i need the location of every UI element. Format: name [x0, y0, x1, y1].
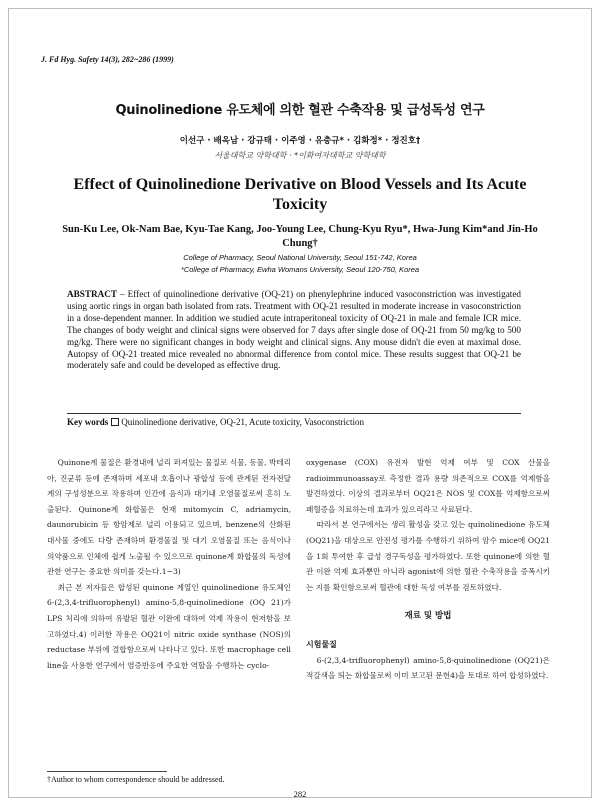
abstract	[67, 289, 521, 372]
korean-affiliation: 서울대학교 약학대학 · *이화여자대학교 약학대학	[214, 151, 386, 160]
page-number: 282	[293, 789, 307, 798]
keywords	[67, 417, 521, 427]
korean-title: Quinolinedione 유도체에 의한 혈관 수축작용 및 급성독성 연구	[115, 103, 485, 118]
abstract-text: – Effect of quinolinedione derivative (OQ-21) on phenylephrine induced vasoconstriction was investigated using aortic rings in organ bath isolated from rats. Treatment with OQ-21 resulted in moderate increase in vasoconstriction in a dose-dependent manner. In addition we studied acute intraperitoneal toxicity of OQ-21 in male and female ICR mice. The changes of body weight and clinical signs were observed for 7 days after single dose of OQ-21 from 50 mg/kg to 500 mg/kg. There were no significant changes in body weight and clinical signs. Any mouse didn't die even at maximal dose. Autopsy of OQ-21 treated mice revealed no abnormal difference from contol mice. These results suggest that OQ-21 be moderately safe and could be developed as effective drug.	[67, 289, 521, 371]
left-column	[47, 455, 291, 673]
english-authors: Sun-Ku Lee, Ok-Nam Bae, Kyu-Tae Kang, Joo-Young Lee, Chung-Kyu Ryu*, Hwa-Jung Kim*and Jin-Ho Chung†	[62, 224, 538, 249]
footnote-divider	[47, 771, 167, 772]
checkbox-square-icon	[111, 418, 119, 426]
journal-citation: J. Fd Hyg. Safety 14(3), 282~286 (1999)	[41, 55, 174, 64]
test-material-heading: 시험물질	[306, 639, 337, 649]
korean-authors: 이선구 · 배옥남 · 강규태 · 이주영 · 유충규* · 김화정* · 정진호†	[179, 136, 421, 146]
right-column	[306, 455, 550, 684]
intro-paragraph-3: oxygenase (COX) 유전자 발현 억제 여부 및 COX 산물을 radioimmunoassay로 측정한 결과 용량 의존적으로 COX를 억제함을 발견하였다. 이상의 결과로부터 OQ21은 NOS 및 COX를 억제함으로써 패혈증을 치료하는데 효과가 있으리라고 사료된다.	[306, 458, 550, 514]
english-affiliation-2: *College of Pharmacy, Ewha Womans University, Seoul 120-750, Korea	[180, 265, 420, 274]
intro-paragraph-2: 최근 본 저자들은 합성된 quinone 계열인 quinolinedione 유도체인6-(2,3,4-trifluorophenyl) amino-5,8-quinolinedione (OQ 21)가 LPS 처리에 의하여 유발된 혈관 이완에 대하여 억제 작용이 현저함을 보고하였다.4) 이러한 작용은 OQ21이 nitric oxide synthase (NOS)의 reductase 부위에 결합함으로써 나타나고 있다. 또한 macrophage cell line을 사용한 연구에서 염증반응에 주요한 역할을 수행하는 cyclo-	[47, 582, 291, 670]
english-affiliation-1: College of Pharmacy, Seoul National University, Seoul 151-742, Korea	[183, 253, 417, 262]
keywords-text: Quinolinedione derivative, OQ-21, Acute toxicity, Vasoconstriction	[121, 417, 364, 427]
keywords-label: Key words	[67, 417, 109, 427]
abstract-label: ABSTRACT	[67, 289, 118, 299]
english-title: Effect of Quinolinedione Derivative on Blood Vessels and Its Acute Toxicity	[73, 176, 527, 213]
methods-heading: 재료 및 방법	[404, 611, 452, 622]
keywords-divider	[67, 413, 521, 414]
test-material-paragraph: 6-(2,3,4-trifluorophenyl) amino-5,8-quinolinedione (OQ21)은 적갈색을 띄는 화합물로써 이미 보고된 문헌4)을 토대로 하여 합성하였다.	[306, 655, 550, 681]
intro-paragraph-4: 따라서 본 연구에서는 생리 활성을 갖고 있는 quinolinedione 유도체 (OQ21)을 대상으로 안전성 평가를 수행하기 위하여 암수 mice에 OQ21을 1회 투여한 후 급성 경구독성을 평가하였다. 또한 quinone에 의한 혈관 이완 억제 효과뿐만 아니라 agonist에 의한 혈관 수축작용을 증폭시키는 지를 확인함으로써 혈관에 대한 독성 여부를 검토하였다.	[306, 520, 550, 592]
correspondence-footnote: †Author to whom correspondence should be addressed.	[47, 775, 225, 784]
intro-paragraph-1: Quinone계 물질은 환경내에 널리 퍼져있는 물질로 식물, 동물, 박테리아, 진균류 등에 존재하며 세포내 호흡이나 광합성 등에 관계된 전자전달계의 구성성분으로 작용하며 인간에 음식과 대기내 오염물질로써 흔히 노출된다. Quinone계 화합물은 현재 mitomycin C, adriamycin, daunorubicin 등 항암제로 널리 이용되고 있으며, benzene의 산화된 대사물 중에도 다량 존재하며 환경물질 및 대기 오염물질 또는 음식이나 의약품으로 인체에 쉽게 노출될 수 있으므로 quinone계 화합물의 독성에 관한 연구는 중요한 의미를 갖는다.1~3)	[47, 458, 291, 577]
paper-page	[8, 8, 592, 798]
